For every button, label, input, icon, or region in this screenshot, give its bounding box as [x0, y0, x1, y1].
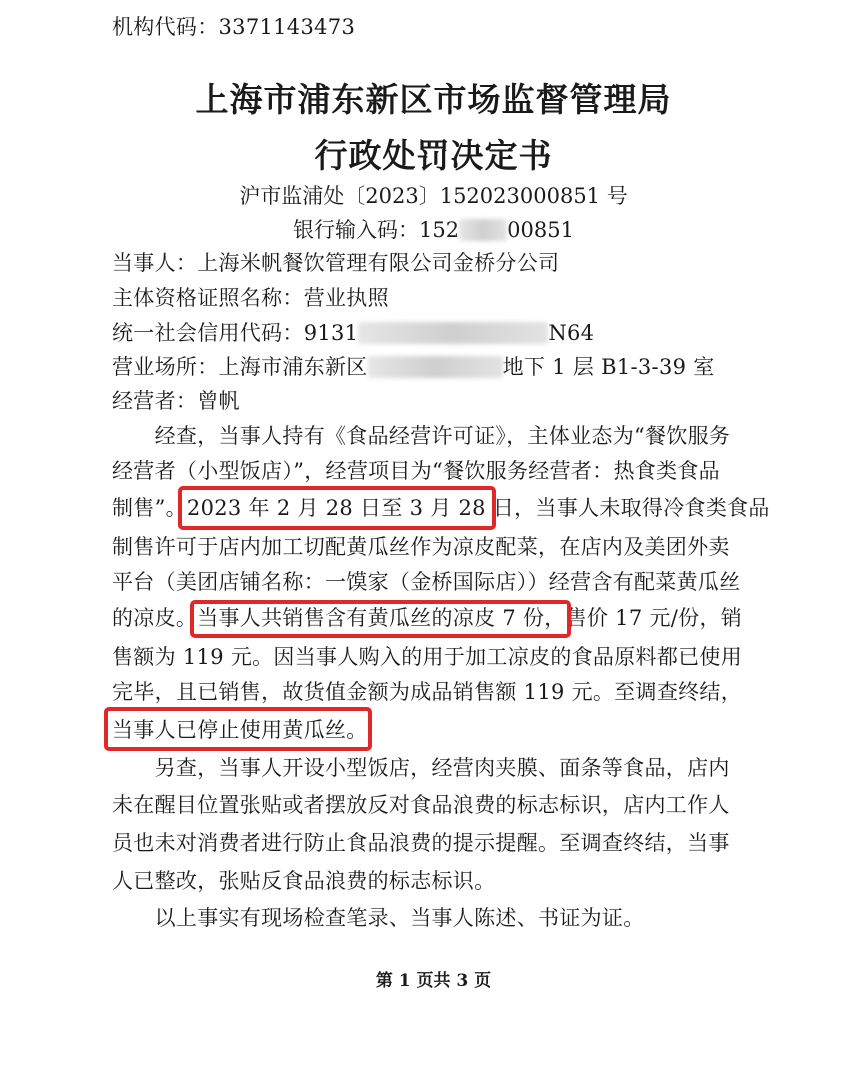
- body-line: 以上事实有现场检查笔录、当事人陈述、书证为证。: [112, 906, 645, 930]
- document-subtitle: 行政处罚决定书: [314, 136, 553, 175]
- body-line: 经营者（小型饭店）”，经营项目为“餐饮服务经营者：热食类食品: [112, 459, 720, 483]
- party-line: 当事人：上海米帆餐饮管理有限公司金桥分公司: [112, 251, 560, 275]
- body-line: 的凉皮。当事人共销售含有黄瓜丝的凉皮 7 份，售价 17 元/份，销: [112, 606, 743, 630]
- bank-code: [0, 215, 867, 245]
- body-line: 另查，当事人开设小型饭店，经营肉夹膜、面条等食品，店内: [112, 756, 730, 780]
- body-line: 制售许可于店内加工切配黄瓜丝作为凉皮配菜，在店内及美团外卖: [112, 535, 730, 559]
- body-line: 制售”。2023 年 2 月 28 日至 3 月 28 日，当事人未取得冷食类食品: [112, 496, 770, 520]
- operator-line: 经营者：曾帆: [112, 389, 240, 413]
- highlight-box-sales-count: [190, 600, 571, 638]
- address-prefix: 营业场所：上海市浦东新区: [112, 355, 368, 379]
- highlight-box-stopped-use: [104, 707, 372, 751]
- body-line: 人已整改，张贴反食品浪费的标志标识。: [112, 869, 496, 893]
- bank-code-prefix: 银行输入码：152: [293, 218, 460, 242]
- credit-code-prefix: 统一社会信用代码：9131: [112, 321, 359, 345]
- body-line: 平台（美团店铺名称：一馍家（金桥国际店））经营含有配菜黄瓜丝: [112, 570, 741, 594]
- credit-code-suffix: N64: [548, 321, 595, 345]
- document-number: 沪市监浦处〔2023〕152023000851 号: [239, 184, 628, 208]
- body-line: 完毕，且已销售，故货值金额为成品销售额 119 元。至调查终结，: [112, 680, 743, 704]
- address-line: [112, 352, 715, 382]
- body-line: 当事人已停止使用黄瓜丝。: [112, 718, 368, 742]
- redaction-blur: [358, 322, 548, 344]
- redaction-blur: [459, 219, 507, 241]
- license-name-line: 主体资格证照名称：营业执照: [112, 286, 389, 310]
- credit-code-line: [112, 318, 594, 348]
- redaction-blur: [368, 356, 503, 378]
- bank-code-suffix: 00851: [507, 218, 574, 242]
- body-line: 经查，当事人持有《食品经营许可证》，主体业态为“餐饮服务: [112, 424, 731, 448]
- body-line: 售额为 119 元。因当事人购入的用于加工凉皮的食品原料都已使用: [112, 645, 743, 669]
- highlight-box-date-range: [178, 486, 496, 530]
- page-footer: 第 1 页共 3 页: [375, 971, 492, 991]
- document-title: 上海市浦东新区市场监督管理局: [195, 80, 672, 119]
- address-suffix: 地下 1 层 B1-3-39 室: [502, 355, 715, 379]
- body-line: 未在醒目位置张贴或者摆放反对食品浪费的标志标识，店内工作人: [112, 793, 730, 817]
- body-line: 员也未对消费者进行防止食品浪费的提示提醒。至调查终结，当事: [112, 831, 730, 855]
- org-code: 机构代码：3371143473: [112, 15, 356, 39]
